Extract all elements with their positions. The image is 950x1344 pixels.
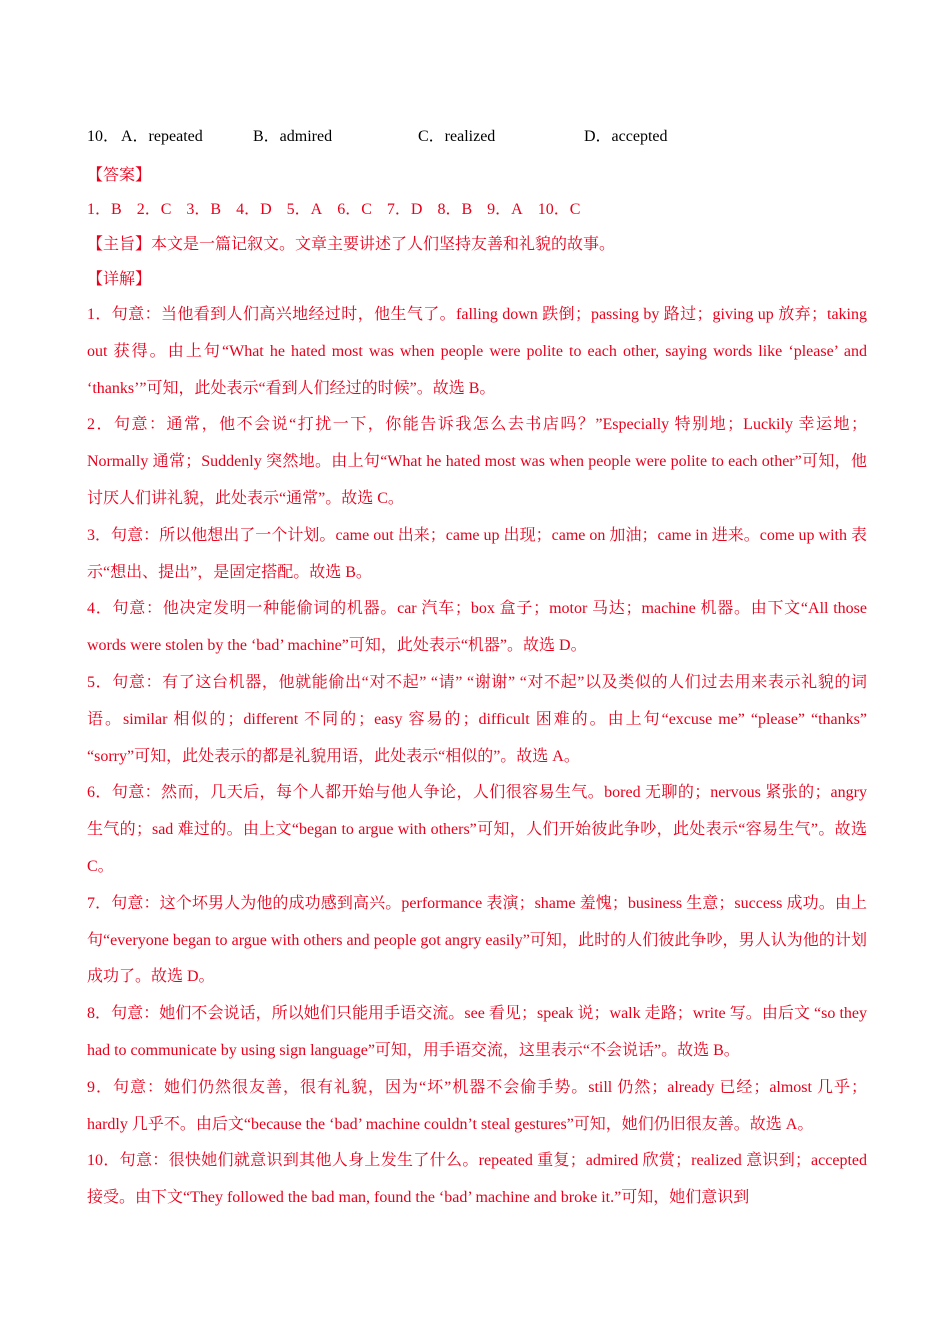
explanation-7: 7．句意：这个坏男人为他的成功感到高兴。performance 表演；shame 羞愧；business 生意；success 成功。由上句“everyone began to argue with others and people got angry easily”可知，此时的人们彼此争吵，男人认为他的计划成功了。故选 D。 xyxy=(87,894,867,986)
question-number: 10． xyxy=(87,128,120,145)
explanation-4: 4．句意：他决定发明一种能偷词的机器。car 汽车；box 盒子；motor 马达；machine 机器。由下文“All those words were stolen by the ‘bad’ machine”可知，此处表示“机器”。故选 D。 xyxy=(87,600,867,655)
explanation-2: 2．句意：通常，他不会说“打扰一下，你能告诉我怎么去书店吗？”Especially 特别地；Luckily 幸运地；Normally 通常；Suddenly 突然地。由上句“What he hated most was when people were polite to each other”可知，他讨厌人们讲礼貌，此处表示“通常”。故选 C。 xyxy=(87,416,867,507)
explanation-10: 10．句意：很快她们就意识到其他人身上发生了什么。repeated 重复；admired 欣赏；realized 意识到；accepted 接受。由下文“They followed the bad man, found the ‘bad’ machine and broke it.”可知，她们意识到 xyxy=(87,1152,867,1207)
answer-item: 8．B xyxy=(437,201,473,218)
option-d: D．accepted xyxy=(584,128,668,145)
explanation-8: 8．句意：她们不会说话，所以她们只能用手语交流。see 看见；speak 说；walk 走路；write 写。由后文 “so they had to communicate by using sign language”可知，用手语交流，这里表示“不会说话”。故选 B。 xyxy=(87,1005,867,1059)
answer-item: 9．A xyxy=(487,201,523,218)
document-page xyxy=(87,124,867,1217)
explanation-9: 9．句意：她们仍然很友善，很有礼貌，因为“坏”机器不会偷手势。still 仍然；already 已经；almost 几乎；hardly 几乎不。由后文“because the ‘bad’ machine couldn’t steal gestures”可知，她们仍旧很友善。故选 A。 xyxy=(87,1078,867,1133)
answer-item: 6．C xyxy=(337,201,372,218)
answer-header: 【答案】 xyxy=(87,167,152,184)
answer-item: 1．B xyxy=(87,201,122,218)
answer-item: 2．C xyxy=(136,201,172,218)
explanation-6: 6．句意：然而，几天后，每个人都开始与他人争论，人们很容易生气。bored 无聊的；nervous 紧张的；angry 生气的；sad 难过的。由上文“began to argue with others”可知，人们开始彼此争吵，此处表示“容易生气”。故选 C。 xyxy=(87,784,867,875)
option-a: A．repeated xyxy=(121,128,203,145)
question-10-options xyxy=(87,124,867,150)
answer-item: 5．A xyxy=(286,201,323,218)
answer-item: 7．D xyxy=(386,201,423,218)
answer-list xyxy=(87,193,867,227)
explanation-5: 5．句意：有了这台机器，他就能偷出“对不起” “请” “谢谢” “对不起”以及类似的人们过去用来表示礼貌的词语。similar 相似的；different 不同的；easy 容易的；difficult 困难的。由上句“excuse me” “please” “thanks” “sorry”可知，此处表示的都是礼貌用语，此处表示“相似的”。故选 A。 xyxy=(87,673,867,765)
option-c: C．realized xyxy=(418,128,496,145)
explanation-3: 3．句意：所以他想出了一个计划。came out 出来；came up 出现；came on 加油；came in 进来。come up with 表示“想出、提出”，是固定搭配。故选 B。 xyxy=(87,526,867,581)
detail-header: 【详解】 xyxy=(87,271,152,288)
answer-item: 10．C xyxy=(537,201,581,218)
summary-paragraph: 【主旨】本文是一篇记叙文。文章主要讲述了人们坚持友善和礼貌的故事。 xyxy=(87,236,616,253)
option-b: B．admired xyxy=(253,128,333,145)
explanation-1: 1．句意：当他看到人们高兴地经过时，他生气了。falling down 跌倒；passing by 路过；giving up 放弃；taking out 获得。由上句“What he hated most was when people were polite to each other, saying words like ‘please’ and ‘thanks’”可知，此处表示“看到人们经过的时候”。故选 B。 xyxy=(87,306,867,397)
answer-item: 3．B xyxy=(186,201,222,218)
answer-item: 4．D xyxy=(236,201,272,218)
